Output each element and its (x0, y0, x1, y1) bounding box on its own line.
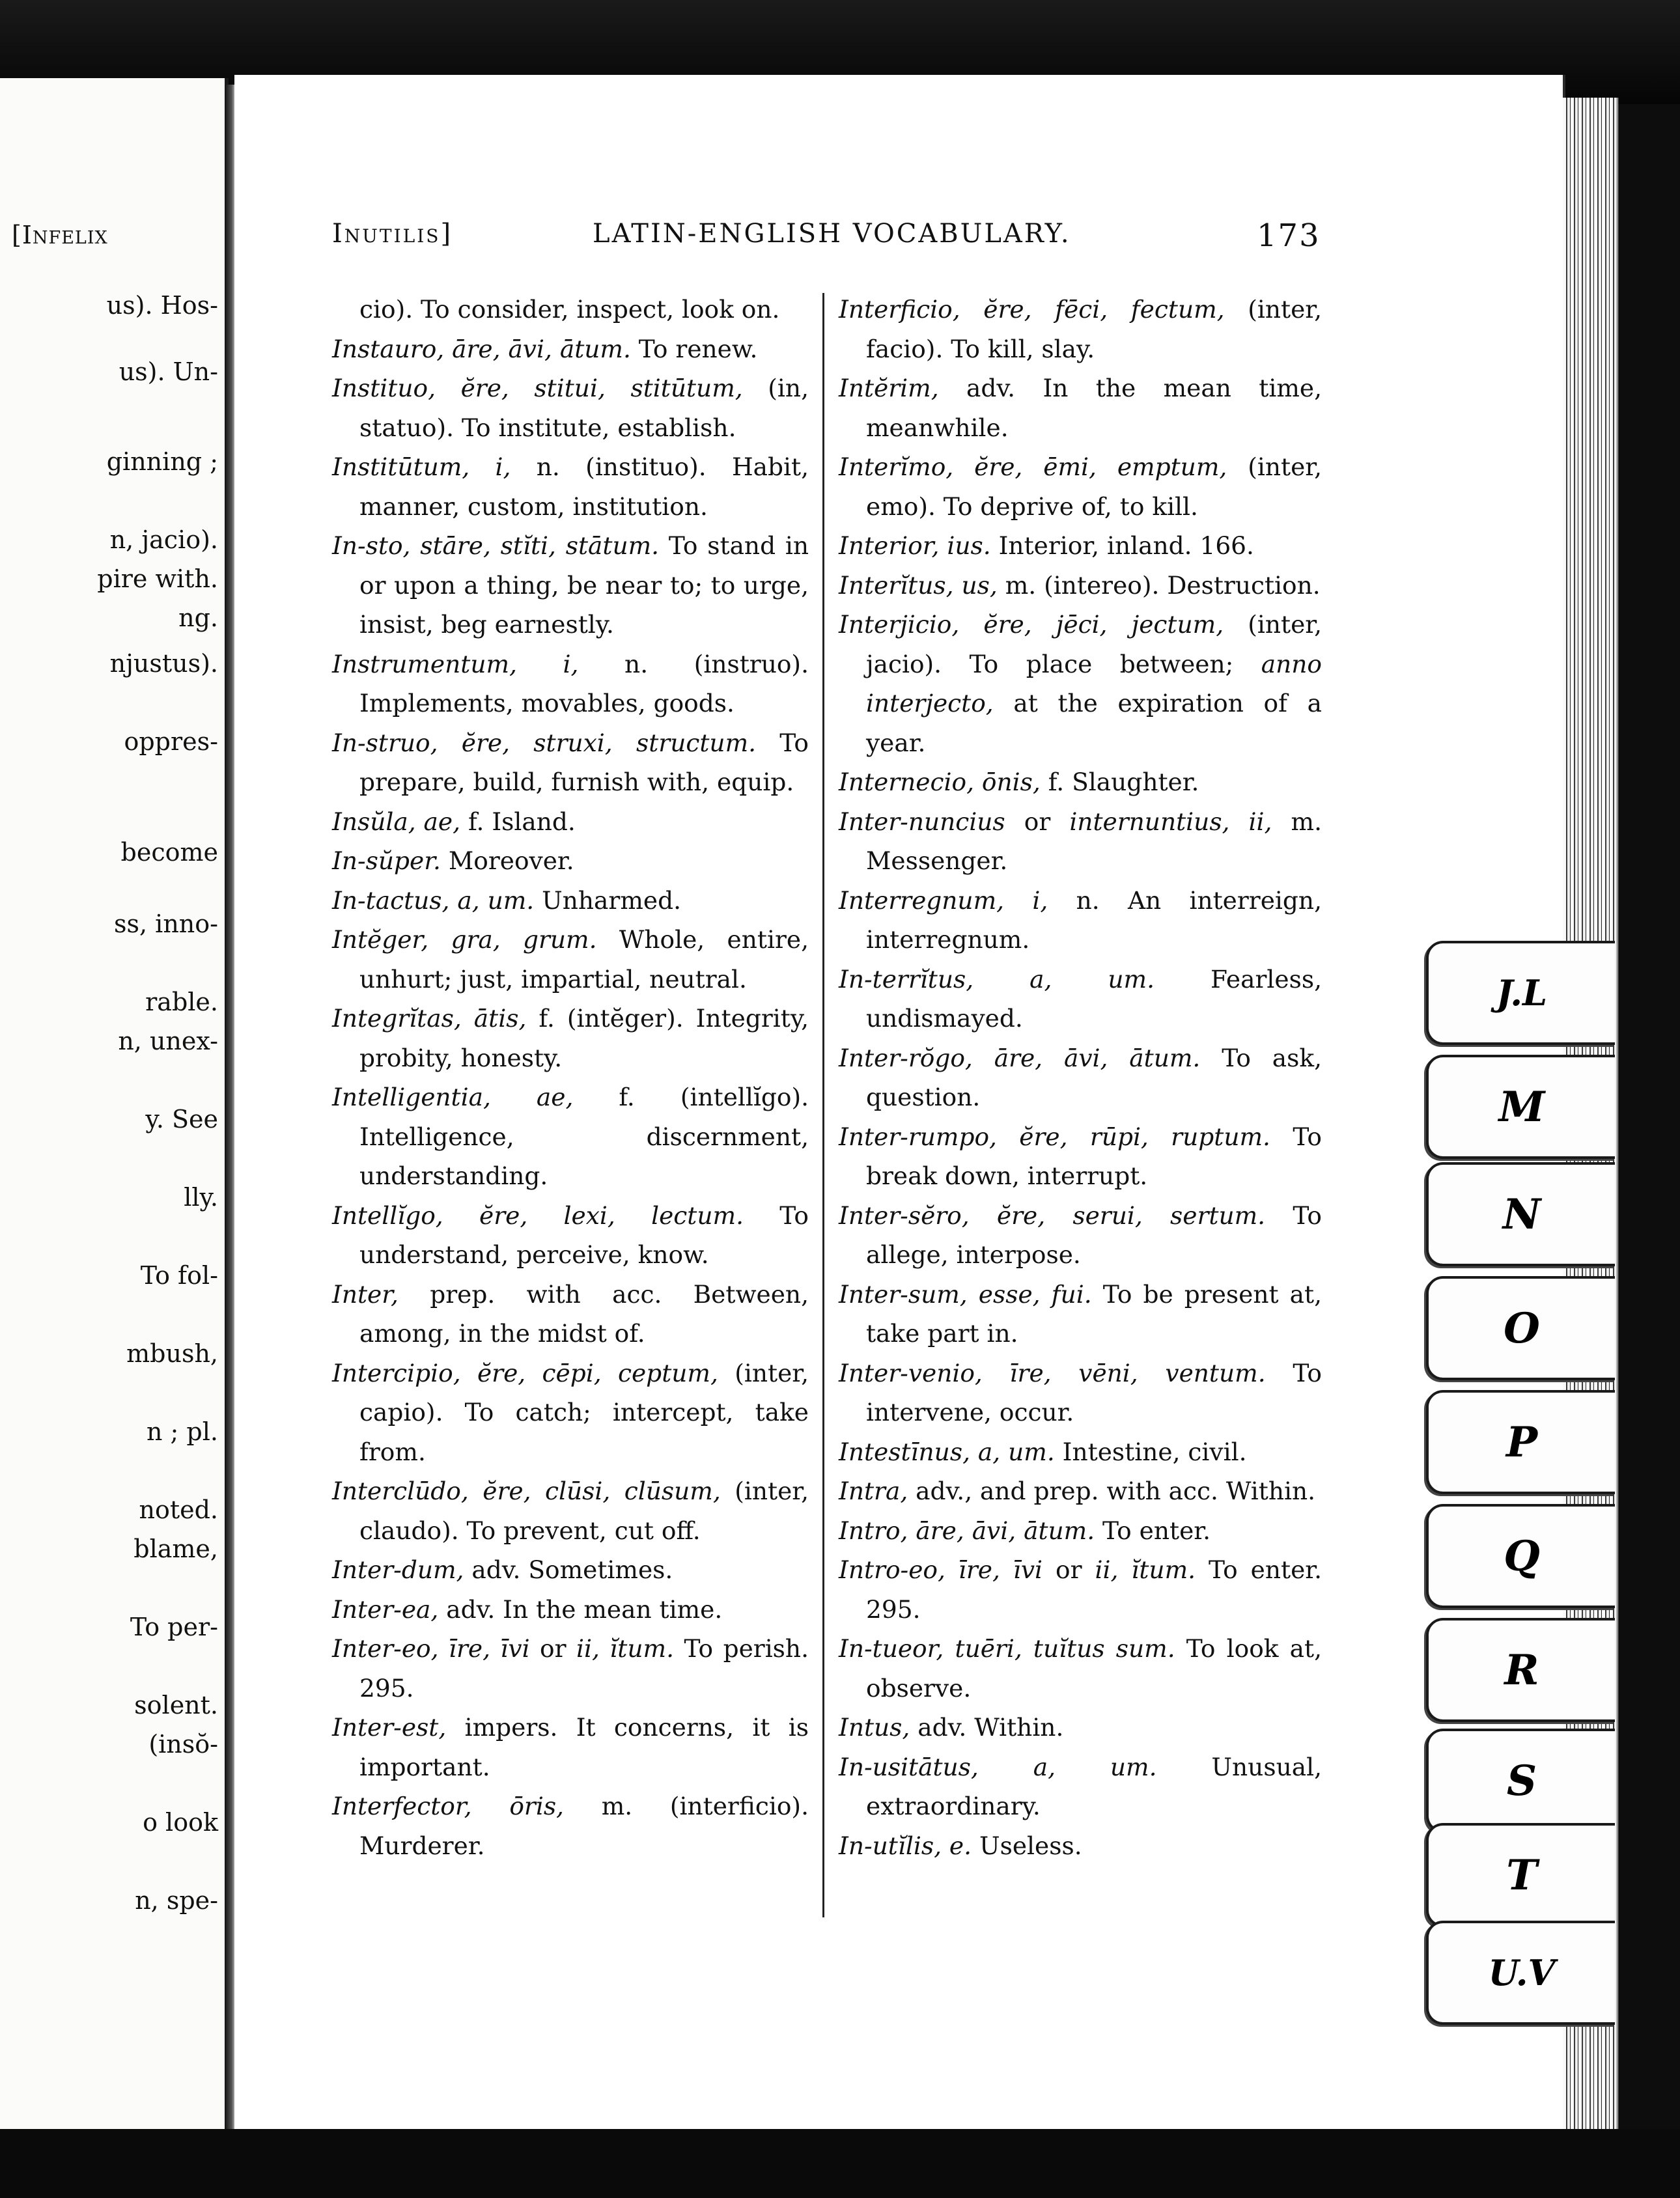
entry-forms: ōris, (471, 1792, 564, 1820)
entry-headword: Interĭmo, (839, 452, 954, 481)
entry-forms: ĕre, clūsi, clūsum, (468, 1477, 721, 1505)
vocabulary-entry (332, 723, 809, 802)
left-page-line: To per- (130, 1613, 218, 1641)
entry-gloss: f. Island. (460, 807, 576, 836)
entry-forms: a, um. (973, 964, 1155, 994)
vocabulary-entry (332, 920, 809, 999)
entry-forms: ōnis, (974, 768, 1041, 796)
entry-gloss: (in, statuo). To institute, establish. (359, 374, 809, 442)
entry-gloss: Moreover. (440, 846, 574, 875)
entry-gloss: (inter, claudo). To prevent, cut off. (359, 1477, 809, 1545)
entry-gloss: To renew. (630, 334, 758, 363)
vocabulary-entry (839, 1471, 1322, 1511)
entry-gloss: Interior, inland. 166. (990, 531, 1254, 560)
entry-forms: ātis, (461, 1004, 527, 1033)
entry-forms: ii, ĭtum. (1095, 1555, 1196, 1584)
left-page-line: ginning ; (106, 447, 218, 476)
vocabulary-entry (332, 1196, 809, 1275)
entry-forms: īre, īvi (438, 1634, 530, 1663)
vocabulary-entry (332, 1354, 809, 1472)
entry-forms: e. (942, 1831, 972, 1860)
entry-headword: Inter-dum, (332, 1555, 464, 1584)
entry-gloss: m. (interficio). Murderer. (359, 1792, 809, 1860)
left-page-line: solent. (134, 1691, 218, 1719)
entry-headword: In-utĭlis, (839, 1831, 942, 1860)
running-head-title: LATIN-ENGLISH VOCABULARY. (593, 219, 1071, 249)
entry-gloss: adv., and prep. with acc. Within. (908, 1477, 1316, 1505)
vocabulary-entry (839, 526, 1322, 566)
entry-gloss: f. (intellĭgo). Intelligence, discernment, understanding. (359, 1083, 809, 1190)
vocabulary-entry (839, 447, 1322, 526)
entry-headword: In-terrĭtus, (839, 964, 974, 994)
vocabulary-entry (332, 1471, 809, 1550)
entry-gloss: To understand, perceive, know. (359, 1201, 809, 1269)
left-page-line: pire with. (97, 564, 218, 593)
left-page-line: ss, inno- (114, 910, 218, 938)
entry-headword: Intellĭgo, (332, 1201, 443, 1230)
entry-headword: Inter-est, (332, 1713, 447, 1742)
entry-forms: ii, ĭtum. (576, 1634, 675, 1663)
left-page-line: o look (143, 1808, 218, 1837)
entry-headword: Intestīnus, (839, 1437, 971, 1466)
entry-forms: ĕre, struxi, structum. (438, 728, 757, 757)
vocabulary-entry (839, 1354, 1322, 1432)
column-divider (822, 293, 824, 1917)
thumb-tab-p[interactable] (1426, 1390, 1615, 1494)
thumb-tab-label: Q (1504, 1531, 1540, 1581)
entry-headword: Interjicio, (839, 610, 960, 639)
entry-gloss: adv. In the mean time. (438, 1594, 723, 1624)
entry-gloss: adv. Sometimes. (464, 1555, 673, 1584)
entry-headword: Instrumentum, (332, 649, 517, 678)
entry-headword: Interregnum, (839, 885, 1005, 915)
entry-headword: Inter-rŏgo, (839, 1043, 973, 1072)
entry-gloss: To break down, interrupt. (866, 1122, 1322, 1190)
entry-forms: ĕre, rūpi, ruptum. (996, 1122, 1270, 1151)
left-page-line: n, unex- (118, 1027, 218, 1055)
entry-headword: Inter-nuncius (839, 807, 1005, 836)
vocabulary-entry (332, 369, 809, 447)
entry-headword: Intĕger, (332, 925, 429, 954)
entry-headword: In-tactus, (332, 885, 450, 915)
entry-forms: us, (953, 570, 998, 600)
entry-headword: Integrĭtas, (332, 1004, 462, 1033)
left-page-line: njustus). (109, 649, 218, 678)
thumb-tab-label: M (1498, 1082, 1545, 1132)
vocabulary-column-2 (839, 290, 1322, 1865)
left-page-line: (insŏ- (148, 1730, 218, 1759)
left-page-line: oppres- (124, 727, 218, 756)
vocabulary-entry (839, 369, 1322, 447)
vocabulary-entry (839, 1550, 1322, 1629)
vocabulary-entry (839, 1629, 1322, 1708)
left-page-line: us). Hos- (106, 291, 218, 320)
vocabulary-entry (839, 1196, 1322, 1275)
entry-forms: esse, fui. (967, 1279, 1092, 1309)
entry-forms: āre, āvi, ātum. (972, 1043, 1201, 1072)
entry-gloss: m. Messenger. (866, 807, 1322, 875)
vocabulary-entry (332, 526, 809, 645)
entry-gloss: (inter, emo). To deprive of, to kill. (866, 452, 1322, 521)
vocabulary-column-1 (332, 290, 809, 1865)
entry-headword: Interficio, (839, 295, 960, 324)
vocabulary-entry (839, 1432, 1322, 1472)
vocabulary-entry (332, 1629, 809, 1708)
entry-gloss: To allege, interpose. (866, 1201, 1322, 1269)
thumb-tab-label: O (1504, 1303, 1540, 1353)
vocabulary-entry (839, 1708, 1322, 1747)
entry-headword: Interclūdo, (332, 1477, 469, 1505)
left-page-line: n, spe- (135, 1886, 218, 1915)
vocabulary-entry (839, 1511, 1322, 1551)
entry-gloss: n. (instituo). Habit, manner, custom, institution. (359, 452, 809, 521)
entry-headword: Interĭtus, (839, 570, 954, 600)
entry-headword: Insŭla, (332, 807, 416, 836)
thumb-tab-label: N (1502, 1189, 1541, 1239)
vocabulary-entry (332, 290, 809, 329)
entry-forms: ae, (415, 807, 461, 836)
vocabulary-entry (839, 1117, 1322, 1196)
entry-forms: ĕre, cēpi, ceptum, (460, 1358, 718, 1387)
left-page-line: n ; pl. (147, 1417, 218, 1446)
vocabulary-entry (332, 1708, 809, 1787)
entry-gloss: f. Slaughter. (1040, 768, 1199, 796)
entry-headword: Inter-sum, (839, 1279, 968, 1309)
thumb-tab-s[interactable] (1426, 1729, 1615, 1833)
left-page-line: ng. (178, 604, 218, 632)
thumb-tab-m[interactable] (1426, 1055, 1615, 1159)
entry-headword: Inter-sĕro, (839, 1201, 970, 1230)
left-page-line: us). Un- (119, 357, 218, 386)
entry-forms: ĕre, stitui, stitūtum, (436, 374, 743, 402)
entry-gloss: at the expiration of a year. (866, 689, 1322, 757)
entry-gloss: prep. with acc. Between, among, in the midst of. (359, 1279, 809, 1348)
entry-forms: ius. (939, 531, 991, 560)
entry-headword: Intelligentia, (332, 1083, 491, 1111)
entry-gloss: Intestine, civil. (1054, 1437, 1247, 1466)
entry-forms: gra, grum. (428, 925, 597, 954)
entry-headword: Intĕrim, (839, 374, 939, 402)
vocabulary-entry (839, 1747, 1322, 1826)
entry-gloss: m. (intereo). Destruction. (997, 570, 1321, 600)
entry-gloss: To perish. 295. (359, 1634, 809, 1703)
entry-forms: a, um. (978, 1752, 1157, 1781)
entry-gloss: or (1005, 807, 1070, 836)
thumb-tab-uv[interactable] (1426, 1921, 1615, 2025)
entry-forms: a, um. (970, 1437, 1055, 1466)
thumb-tab-jl[interactable] (1426, 941, 1615, 1045)
entry-forms: ae, (490, 1083, 574, 1111)
entry-forms: i, (516, 649, 579, 678)
vocabulary-entry (332, 1590, 809, 1630)
entry-gloss: n. (instruo). Implements, movables, goods. (359, 649, 809, 717)
vocabulary-entry (332, 1550, 809, 1590)
vocabulary-entry (332, 881, 809, 921)
entry-forms: īre, īvi (945, 1555, 1043, 1584)
entry-gloss: To intervene, occur. (866, 1358, 1322, 1426)
entry-headword: Intra, (839, 1477, 908, 1505)
thumb-tab-label: U.V (1488, 1952, 1556, 1994)
entry-gloss: Useless. (972, 1831, 1082, 1860)
entry-gloss: To ask, question. (866, 1043, 1323, 1111)
entry-gloss: Whole, entire, unhurt; just, impartial, neutral. (359, 925, 809, 994)
entry-headword: Inter-ea, (332, 1594, 439, 1624)
entry-gloss: or (529, 1634, 576, 1663)
entry-forms: internuntius, ii, (1069, 807, 1272, 836)
vocabulary-entry (332, 1787, 809, 1865)
thumb-tab-label: P (1505, 1417, 1538, 1467)
entry-gloss: adv. Within. (910, 1713, 1064, 1742)
entry-headword: Intercipio, (332, 1358, 461, 1387)
entry-gloss: Unusual, extraordinary. (866, 1752, 1322, 1820)
entry-headword: In-sto, (332, 531, 411, 560)
entry-gloss: To look at, observe. (866, 1634, 1322, 1703)
page-number: 173 (1257, 217, 1321, 254)
entry-forms: ĕre, ēmi, emptum, (953, 452, 1227, 481)
entry-gloss: cio). To consider, inspect, look on. (359, 295, 780, 324)
entry-forms: ĕre, jēci, jectum, (959, 610, 1224, 639)
entry-headword: Interfector, (332, 1792, 472, 1820)
entry-headword: Inter, (332, 1279, 399, 1309)
thumb-tab-label: T (1506, 1850, 1537, 1900)
vocabulary-entry (839, 881, 1322, 960)
entry-headword: Inter-eo, (332, 1634, 439, 1663)
entry-gloss: n. An interreign, interregnum. (866, 885, 1322, 954)
entry-gloss: Fearless, undismayed. (866, 964, 1322, 1033)
vocabulary-entry (839, 1826, 1322, 1866)
entry-headword: Institūtum, (332, 452, 470, 481)
vocabulary-entry (839, 960, 1322, 1038)
entry-forms: ĕre, serui, sertum. (969, 1201, 1266, 1230)
entry-headword: Instauro, (332, 334, 445, 363)
entry-gloss: adv. In the mean time, meanwhile. (866, 374, 1322, 442)
entry-forms: ĕre, fēci, fectum, (960, 295, 1225, 324)
thumb-tab-q[interactable] (1426, 1504, 1615, 1608)
thumb-tab-o[interactable] (1426, 1276, 1615, 1380)
entry-headword: In-usitātus, (839, 1752, 979, 1781)
vocabulary-entry (332, 447, 809, 526)
entry-headword: In-sŭper. (332, 846, 441, 875)
entry-headword: Instituo, (332, 374, 436, 402)
vocabulary-entry (839, 566, 1322, 605)
entry-gloss: (inter, capio). To catch; intercept, take from. (359, 1358, 809, 1466)
entry-headword: Internecio, (839, 768, 974, 796)
vocabulary-entry (332, 645, 809, 723)
thumb-tab-r[interactable] (1426, 1618, 1615, 1722)
vocabulary-entry (332, 841, 809, 881)
entry-forms: a, um. (449, 885, 535, 915)
entry-forms: ĕre, lexi, lectum. (443, 1201, 744, 1230)
entry-gloss: To prepare, build, furnish with, equip. (359, 728, 809, 796)
left-page-line: blame, (133, 1535, 218, 1563)
entry-headword: Intro-eo, (839, 1555, 945, 1584)
scan-background-bottom (0, 2129, 1680, 2198)
entry-headword: In-struo, (332, 728, 438, 757)
left-page-line: become (120, 838, 218, 867)
entry-gloss: (inter, facio). To kill, slay. (866, 295, 1322, 363)
vocabulary-entry (839, 802, 1322, 881)
vocabulary-entry (839, 605, 1322, 762)
left-page-line: lly. (184, 1183, 218, 1212)
entry-forms: īre, vēni, ventum. (982, 1358, 1266, 1387)
entry-gloss: (inter, jacio). To place between; (866, 610, 1323, 678)
running-head-left: Inutilis] (332, 219, 453, 249)
entry-forms: i, (1004, 885, 1048, 915)
entry-headword: Intus, (839, 1713, 910, 1742)
entry-forms: tuēri, tuĭtus sum. (944, 1634, 1175, 1663)
entry-gloss: f. (intĕger). Integrity, probity, honesty. (359, 1004, 809, 1072)
entry-forms: stāre, stĭti, stātum. (410, 531, 660, 560)
vocabulary-entry (332, 1078, 809, 1196)
vocabulary-entry (839, 290, 1322, 369)
entry-headword: Interior, (839, 531, 940, 560)
vocabulary-entry (839, 762, 1322, 802)
entry-gloss: To enter. 295. (866, 1555, 1323, 1624)
entry-forms: i, (469, 452, 511, 481)
entry-headword: Intro, (839, 1516, 908, 1545)
vocabulary-entry (332, 802, 809, 842)
entry-gloss: or (1043, 1555, 1095, 1584)
vocabulary-entry (332, 329, 809, 369)
thumb-tab-label: J.L (1496, 972, 1548, 1014)
entry-headword: Inter-venio, (839, 1358, 983, 1387)
left-page-line: y. See (145, 1105, 218, 1134)
vocabulary-entry (839, 1275, 1322, 1354)
left-page-line: noted. (139, 1495, 218, 1524)
entry-gloss: To stand in or upon a thing, be near to; to urge, insist, beg earnestly. (359, 531, 809, 639)
thumb-tab-t[interactable] (1426, 1823, 1615, 1927)
thumb-tab-n[interactable] (1426, 1162, 1615, 1266)
left-page-line: rable. (145, 988, 218, 1016)
left-page-line: To fol- (140, 1261, 218, 1290)
left-page-line: mbush, (126, 1339, 218, 1368)
vocabulary-entry (332, 1275, 809, 1354)
thumb-tab-label: S (1506, 1756, 1537, 1805)
thumb-tab-label: R (1504, 1645, 1539, 1695)
entry-gloss: impers. It concerns, it is important. (359, 1713, 809, 1781)
entry-headword: In-tueor, (839, 1634, 944, 1663)
entry-gloss: To enter. (1095, 1516, 1211, 1545)
entry-forms: āre, āvi, ātum. (908, 1516, 1095, 1545)
left-page-header: [Infelix (12, 221, 108, 249)
entry-gloss: To be present at, take part in. (866, 1279, 1322, 1348)
entry-forms: āre, āvi, ātum. (444, 334, 631, 363)
left-page-line: n, jacio). (109, 525, 218, 554)
entry-forms: anno interjecto, (866, 649, 1322, 717)
entry-gloss: Unharmed. (534, 885, 681, 915)
entry-headword: Inter-rumpo, (839, 1122, 997, 1151)
vocabulary-entry (839, 1038, 1322, 1117)
vocabulary-entry (332, 999, 809, 1078)
